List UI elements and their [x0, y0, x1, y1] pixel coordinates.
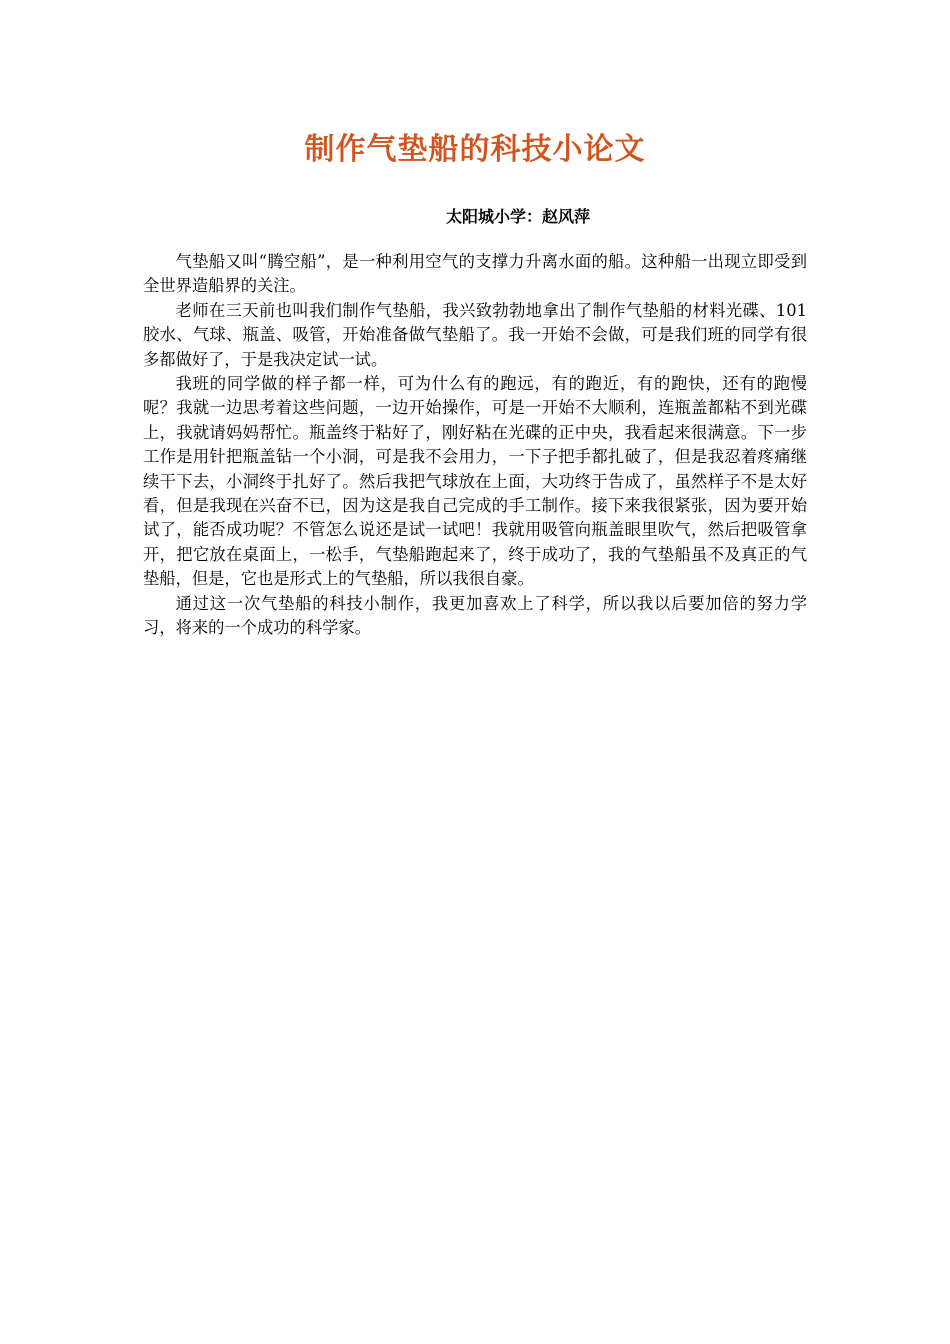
paragraph-1: 气垫船又叫“腾空船”，是一种利用空气的支撑力升离水面的船。这种船一出现立即受到全世界造船界的关注。 — [143, 252, 807, 296]
paragraph-2: 老师在三天前也叫我们制作气垫船，我兴致勃勃地拿出了制作气垫船的材料光碟、101胶水、气球、瓶盖、吸管，开始准备做气垫船了。我一开始不会做，可是我们班的同学有很多都做好了，于是我决定试一试。 — [143, 300, 807, 369]
paragraph-3: 我班的同学做的样子都一样，可为什么有的跑远，有的跑近，有的跑快，还有的跑慢呢？我就一边思考着这些问题，一边开始操作，可是一开始不大顺利，连瓶盖都粘不到光碟上，我就请妈妈帮忙。瓶盖终于粘好了，刚好粘在光碟的正中央，我看起来很满意。下一步工作是用针把瓶盖钻一个小洞，可是我不会用力，一下子把手都扎破了，但是我忍着疼痛继续干下去，小洞终于扎好了。然后我把气球放在上面，大功终于告成了，虽然样子不是太好看，但是我现在兴奋不已，因为这是我自己完成的手工制作。接下来我很紧张，因为要开始试了，能否成功呢？不管怎么说还是试一试吧！我就用吸管向瓶盖眼里吹气，然后把吸管拿开，把它放在桌面上，一松手，气垫船跑起来了，终于成功了，我的气垫船虽不及真正的气垫船，但是，它也是形式上的气垫船，所以我很自豪。 — [143, 374, 807, 589]
author-line: 太阳城小学：赵风萍 — [446, 207, 591, 226]
document-body — [143, 250, 807, 641]
paragraph-4: 通过这一次气垫船的科技小制作，我更加喜欢上了科学，所以我以后要加倍的努力学习，将来的一个成功的科学家。 — [143, 593, 807, 638]
document-title: 制作气垫船的科技小论文 — [304, 132, 646, 167]
